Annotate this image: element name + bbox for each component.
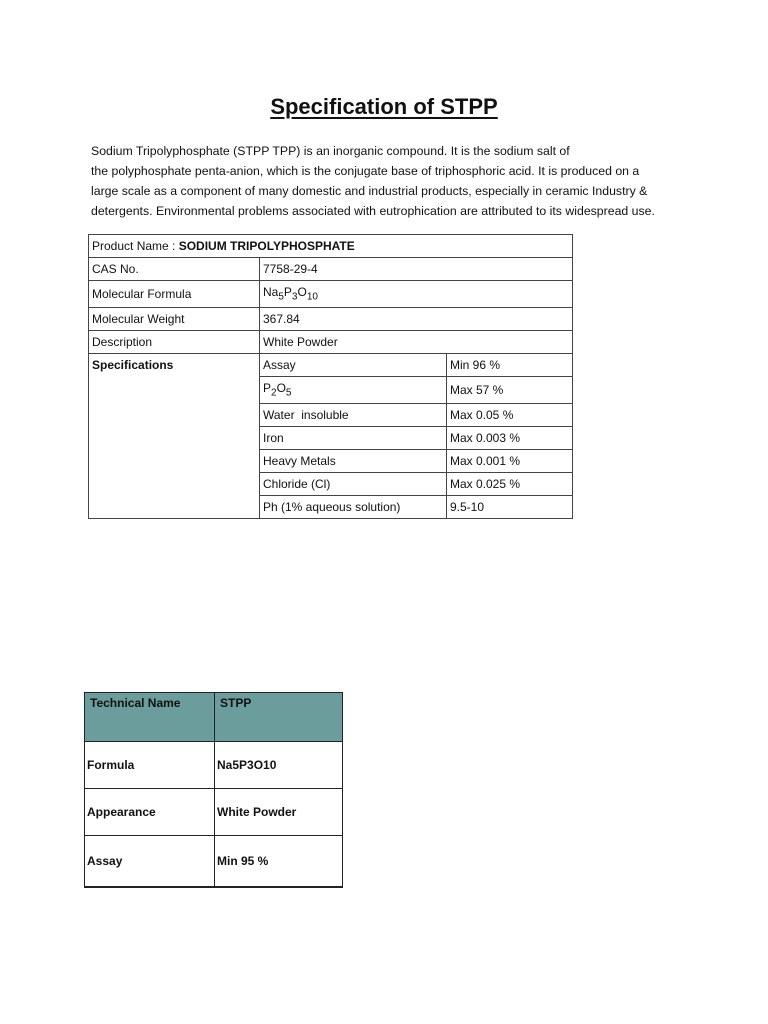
table-row	[85, 742, 343, 789]
formula-part: O	[297, 285, 307, 300]
intro-line: large scale as a component of many domestic and industrial products, especially in ceramic Industry &	[91, 184, 648, 198]
formula-subscript: 5	[278, 291, 284, 303]
spec-item-name	[260, 377, 447, 404]
formula-part: O	[276, 381, 286, 396]
table-header-row	[85, 693, 343, 742]
formula-part: Na	[263, 285, 279, 300]
spec-item-value: Max 0.025 %	[447, 473, 573, 496]
spec-item-value: 9.5-10	[447, 496, 573, 519]
spec-item-value: Max 0.05 %	[447, 404, 573, 427]
spec-item-value: Min 96 %	[447, 354, 573, 377]
row-value: 7758-29-4	[260, 258, 573, 281]
row-label: Description	[89, 331, 260, 354]
product-name-value: SODIUM TRIPOLYPHOSPHATE	[178, 239, 355, 253]
spec-item-name: Heavy Metals	[260, 450, 447, 473]
intro-line: the polyphosphate penta-anion, which is the conjugate base of triphosphoric acid. It is produced on a	[91, 164, 640, 178]
row-label: Assay	[85, 836, 215, 888]
formula-part: P	[283, 285, 292, 300]
product-name-label: Product Name :	[92, 239, 176, 253]
table-row	[85, 789, 343, 836]
table-row	[85, 836, 343, 888]
formula-part: P	[263, 381, 272, 396]
spec-item-name: Ph (1% aqueous solution)	[260, 496, 447, 519]
row-label: Molecular Formula	[89, 281, 260, 308]
formula-subscript: 5	[285, 387, 292, 399]
page-title: Specification of STPP	[270, 94, 498, 119]
spec-item-value: Max 57 %	[447, 377, 573, 404]
row-value: 367.84	[260, 308, 573, 331]
row-label: Formula	[85, 742, 215, 789]
table-row	[89, 331, 573, 354]
formula-subscript: 10	[306, 291, 318, 303]
header-value: STPP	[215, 693, 343, 742]
technical-table	[84, 692, 343, 888]
header-label: Technical Name	[85, 693, 215, 742]
row-value: White Powder	[260, 331, 573, 354]
spec-item-name: Iron	[260, 427, 447, 450]
row-label: Appearance	[85, 789, 215, 836]
intro-paragraph	[91, 141, 691, 221]
row-value: Min 95 %	[215, 836, 343, 888]
molecular-formula-value	[260, 281, 573, 308]
table-row	[89, 308, 573, 331]
table-row	[89, 258, 573, 281]
spec-item-value: Max 0.001 %	[447, 450, 573, 473]
spec-item-name: Assay	[260, 354, 447, 377]
spec-item-name: Water insoluble	[260, 404, 447, 427]
row-label: Molecular Weight	[89, 308, 260, 331]
table-row	[89, 354, 573, 377]
formula-subscript: 3	[291, 291, 298, 303]
row-value: White Powder	[215, 789, 343, 836]
formula-subscript: 2	[271, 387, 277, 399]
spec-item-name: Chloride (Cl)	[260, 473, 447, 496]
table-row	[89, 281, 573, 308]
row-label: CAS No.	[89, 258, 260, 281]
intro-line: Sodium Tripolyphosphate (STPP TPP) is an inorganic compound. It is the sodium salt of	[91, 144, 570, 158]
intro-line: detergents. Environmental problems associated with eutrophication are attributed to its widespread use.	[91, 204, 655, 218]
row-value: Na5P3O10	[215, 742, 343, 789]
table-row	[89, 235, 573, 258]
spec-item-value: Max 0.003 %	[447, 427, 573, 450]
product-name-cell	[89, 235, 573, 258]
specifications-label: Specifications	[89, 354, 260, 519]
specification-table	[88, 234, 573, 519]
